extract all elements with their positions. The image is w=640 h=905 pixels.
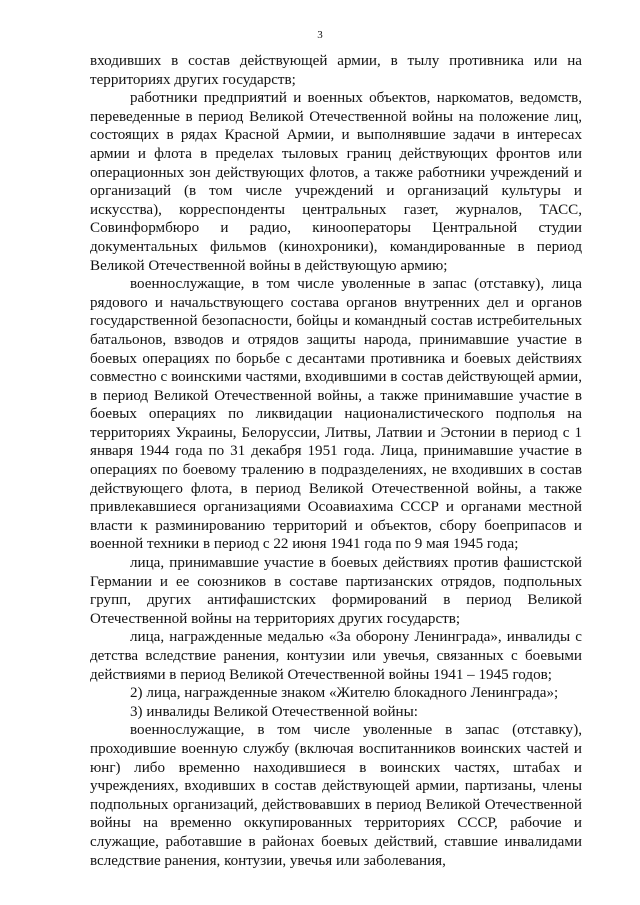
paragraph-workers: работники предприятий и военных объектов, наркоматов, ведомств, переведенные в период Великой Отечественной войны на положение лиц, состоящих в рядах Красной Армии, и выполнявшие задачи в интересах армии и флота в пределах тыловых границ действующих фронтов или операционных зон действующих флотов, а также работники учреждений и организаций (в том числе учреждений и организаций культуры и искусства), корреспонденты центральных газет, журналов, ТАСС, Совинформбюро и радио, кинооператоры Центральной студии документальных фильмов (кинохроники), командированные в период Великой Отечественной войны в действующую армию; xyxy=(90,90,582,274)
document-body xyxy=(90,52,582,870)
paragraph-item-2: 2) лица, награжденные знаком «Жителю блокадного Ленинграда»; xyxy=(130,685,559,702)
paragraph-continuation: входивших в состав действующей армии, в тылу противника или на территориях других государств; xyxy=(90,53,582,88)
paragraph-invalids: военнослужащие, в том числе уволенные в запас (отставку), проходившие военную службу (включая воспитанников воинских частей и юнг) либо временно находившиеся в воинских частях, штабах и учреждениях, входивших в состав действующей армии, партизаны, члены подпольных организаций, действовавших в период Великой Отечественной войны на временно оккупированных территориях СССР, рабочие и служащие, работавшие в районах боевых действий, ставшие инвалидами вследствие ранения, контузии, увечья или заболевания, xyxy=(90,722,582,869)
paragraph-item-3: 3) инвалиды Великой Отечественной войны: xyxy=(130,703,418,720)
paragraph-partisans: лица, принимавшие участие в боевых действиях против фашистской Германии и ее союзников в составе партизанских отрядов, подпольных групп, других антифашистских формирований в период Великой Отечественной войны на территориях других государств; xyxy=(90,555,582,627)
page-number: 3 xyxy=(317,29,323,41)
paragraph-servicemen: военнослужащие, в том числе уволенные в запас (отставку), лица рядового и начальствующего состава органов внутренних дел и органов государственной безопасности, бойцы и командный состав истребительных батальонов, взводов и отрядов защиты народа, принимавшие участие в боевых операциях по борьбе с десантами противника и боевых действиях совместно с воинскими частями, входившими в состав действующей армии, в период Великой Отечественной войны, а также принимавшие участие в боевых операциях по ликвидации националистического подполья на территориях Украины, Белоруссии, Литвы, Латвии и Эстонии в период с 1 января 1944 года по 31 декабря 1951 года. Лица, принимавшие участие в операциях по боевому тралению в подразделениях, не входивших в состав действующего флота, в период Великой Отечественной войны, а также привлекавшиеся организациями Осоавиахима СССР и органами местной власти к разминированию территорий и объектов, сбору боеприпасов и военной техники в период с 22 июня 1941 года по 9 мая 1945 года; xyxy=(90,276,582,553)
paragraph-leningrad-medal: лица, награжденные медалью «За оборону Ленинграда», инвалиды с детства вследствие ранения, контузии или увечья, связанных с боевыми действиями в период Великой Отечественной войны 1941 – 1945 годов; xyxy=(90,629,582,683)
